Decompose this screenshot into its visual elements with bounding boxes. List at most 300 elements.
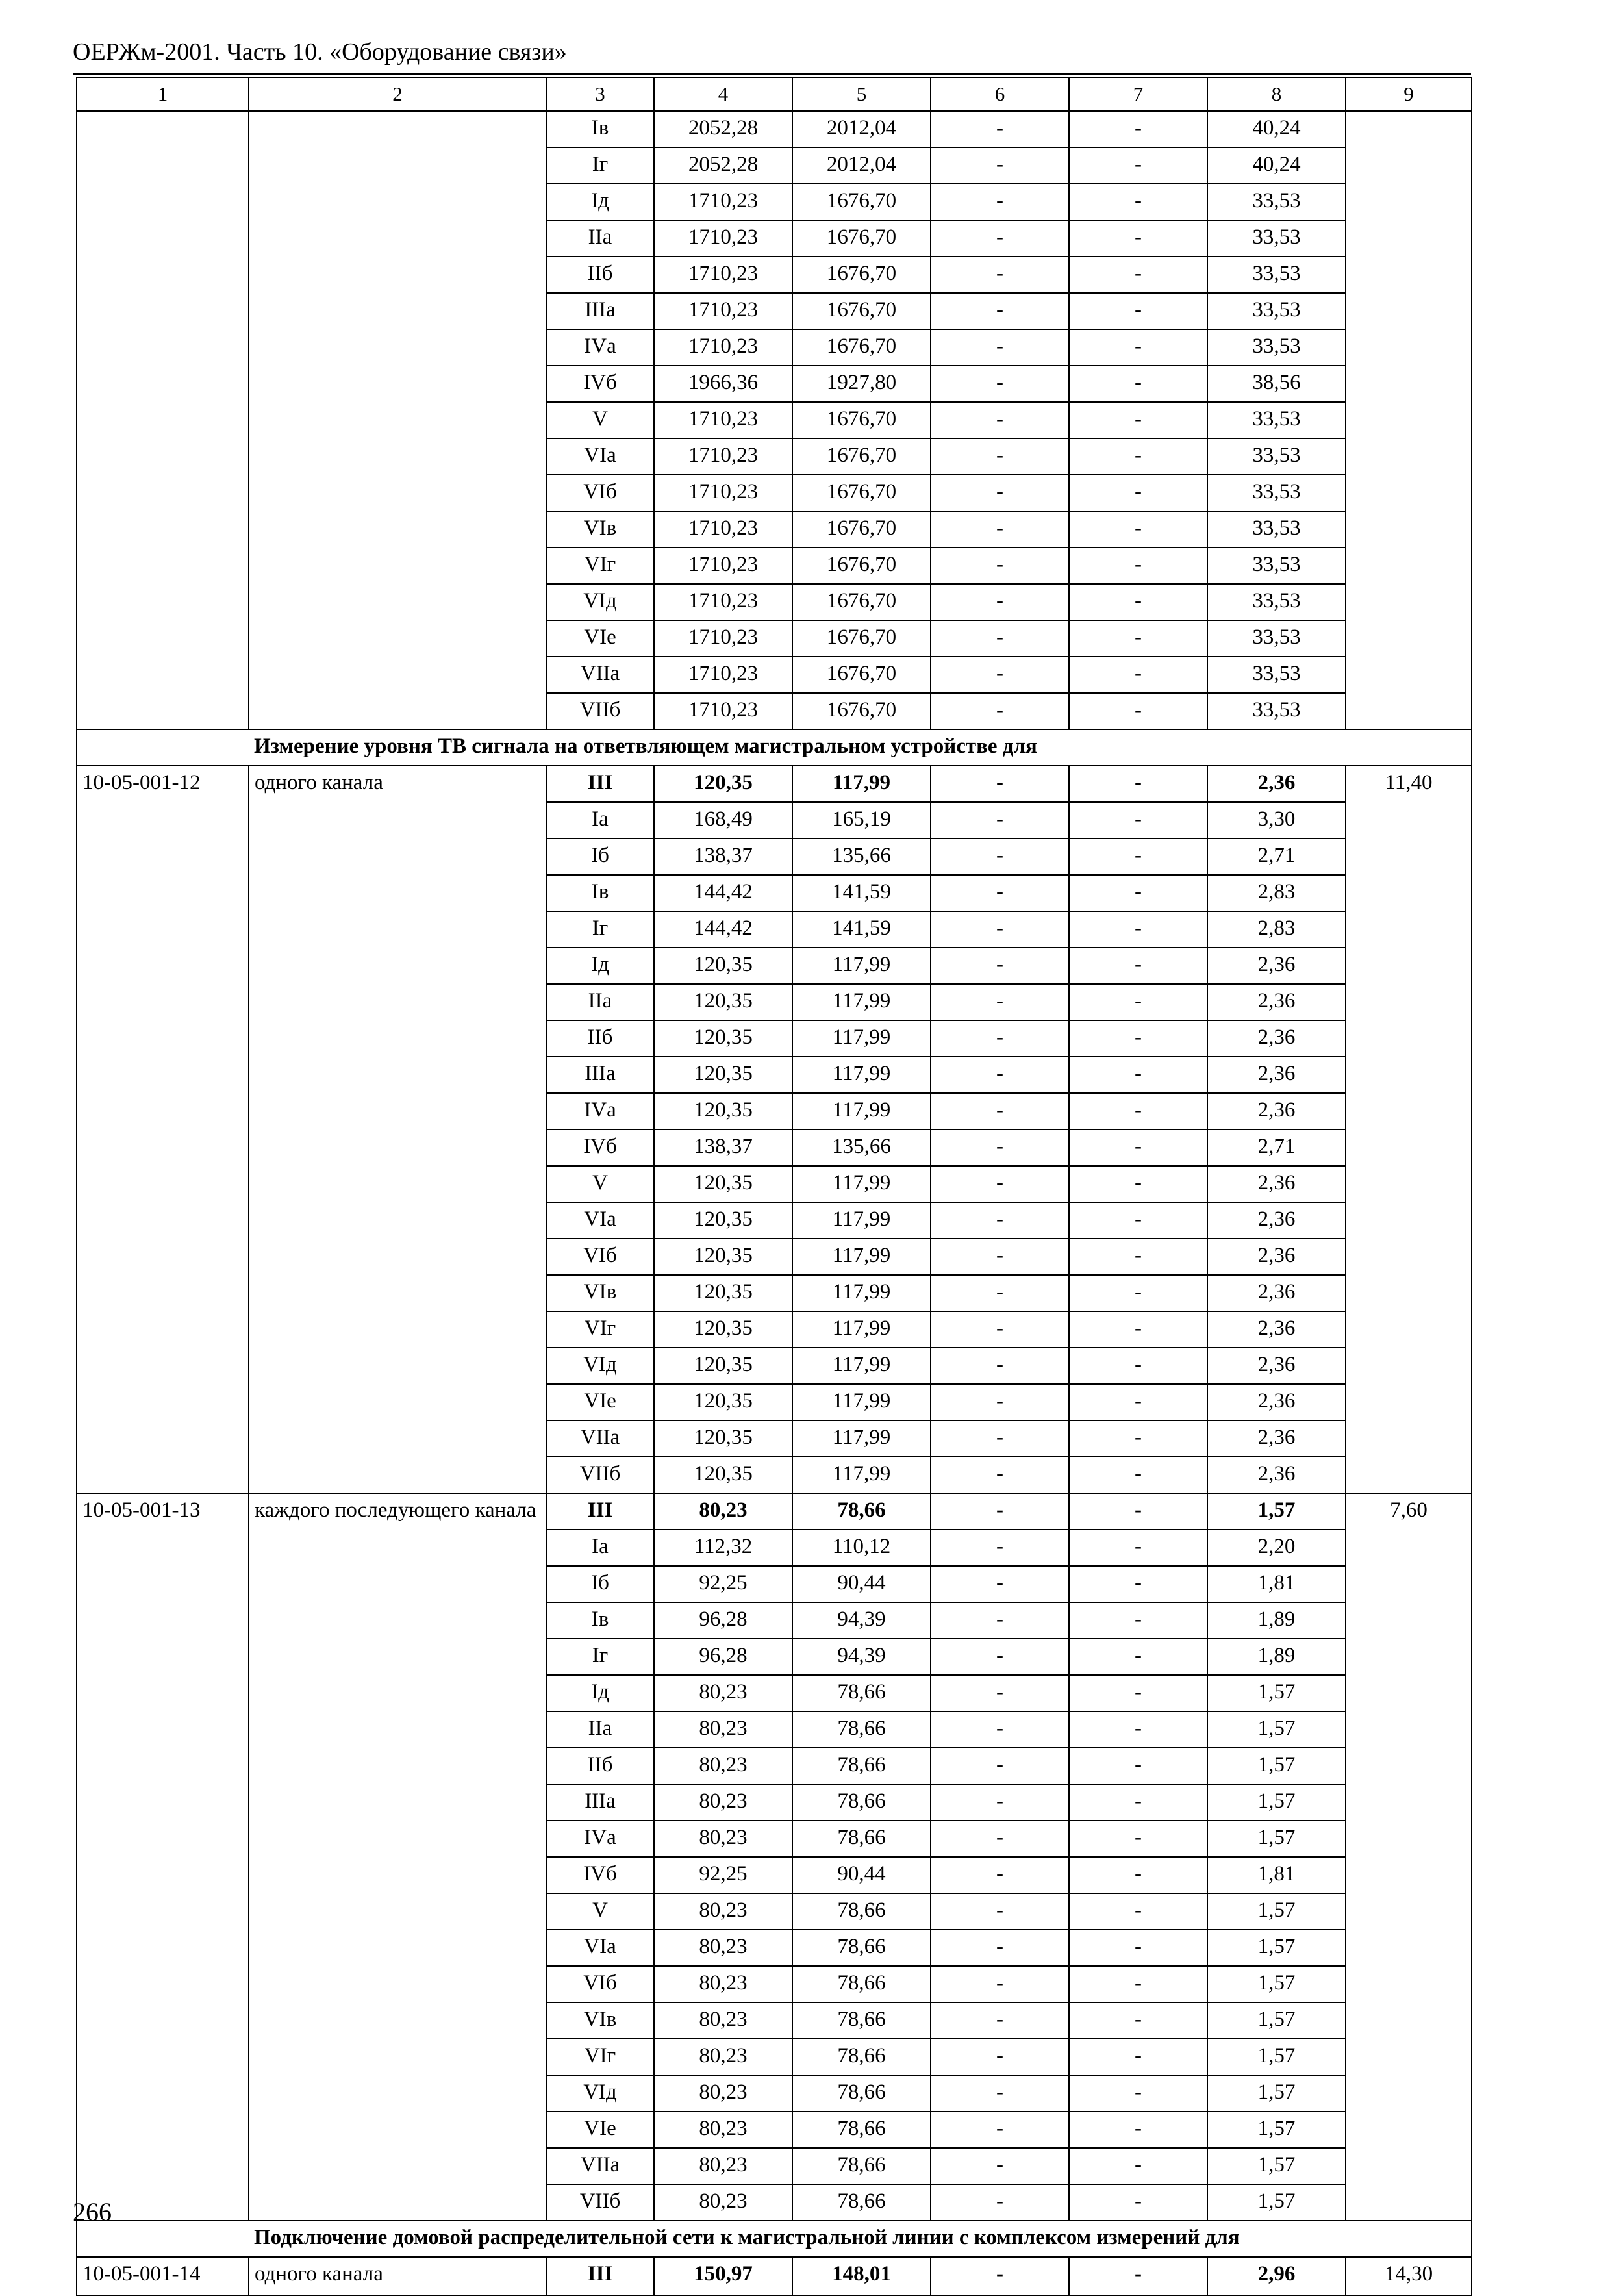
- value-cell: 117,99: [792, 1311, 931, 1348]
- value-cell: 120,35: [654, 1020, 792, 1057]
- value-cell: -: [931, 1821, 1069, 1857]
- zone-cell: Iб: [546, 1566, 654, 1602]
- value-cell: -: [1069, 1093, 1207, 1129]
- header-rule: [73, 73, 1471, 75]
- value-cell: 2,96: [1207, 2257, 1346, 2295]
- value-cell: -: [1069, 2002, 1207, 2039]
- value-cell: -: [1069, 1457, 1207, 1493]
- value-cell: -: [1069, 1602, 1207, 1639]
- value-cell: 2,71: [1207, 1129, 1346, 1166]
- value-cell: 78,66: [792, 1748, 931, 1784]
- value-cell: -: [1069, 2039, 1207, 2075]
- value-cell: -: [931, 1166, 1069, 1202]
- zone-cell: Iв: [546, 875, 654, 911]
- value-cell: 1710,23: [654, 511, 792, 548]
- value-cell: 80,23: [654, 1930, 792, 1966]
- value-cell: 120,35: [654, 984, 792, 1020]
- value-cell: 80,23: [654, 2002, 792, 2039]
- value-cell: 120,35: [654, 1384, 792, 1420]
- value-cell: 80,23: [654, 1493, 792, 1530]
- value-cell: -: [931, 1784, 1069, 1821]
- value-cell: 2052,28: [654, 147, 792, 184]
- zone-cell: VIд: [546, 584, 654, 620]
- value-cell: 78,66: [792, 1784, 931, 1821]
- value-cell: -: [931, 293, 1069, 329]
- value-cell: -: [931, 1748, 1069, 1784]
- section-title: Подключение домовой распределительной сети к магистральной линии с комплексом измерений для: [77, 2221, 1472, 2257]
- col-header: 1: [77, 77, 249, 111]
- value-cell: -: [1069, 1239, 1207, 1275]
- zone-cell: VIв: [546, 1275, 654, 1311]
- value-cell: -: [1069, 1748, 1207, 1784]
- value-cell: -: [1069, 366, 1207, 402]
- value-cell: 1,89: [1207, 1602, 1346, 1639]
- value-cell: -: [931, 1530, 1069, 1566]
- value-cell: -: [1069, 511, 1207, 548]
- value-cell: -: [1069, 1821, 1207, 1857]
- zone-cell: V: [546, 1166, 654, 1202]
- value-cell: -: [931, 2148, 1069, 2184]
- zone-cell: VIд: [546, 2075, 654, 2112]
- zone-cell: VIе: [546, 620, 654, 657]
- value-cell: -: [931, 1493, 1069, 1530]
- zone-cell: V: [546, 402, 654, 438]
- zone-cell: VIIб: [546, 693, 654, 729]
- value-cell: 33,53: [1207, 693, 1346, 729]
- table-row: [77, 766, 1472, 802]
- value-cell: 80,23: [654, 1675, 792, 1711]
- value-cell: 135,66: [792, 1129, 931, 1166]
- value-cell: -: [1069, 1384, 1207, 1420]
- value-cell: 2,36: [1207, 948, 1346, 984]
- value-cell: 120,35: [654, 948, 792, 984]
- rates-table: [76, 77, 1472, 2296]
- value-cell: -: [931, 511, 1069, 548]
- value-cell: 2,36: [1207, 1311, 1346, 1348]
- value-cell: -: [1069, 475, 1207, 511]
- value-cell: -: [931, 1348, 1069, 1384]
- value-cell: 78,66: [792, 1930, 931, 1966]
- value-cell: 1710,23: [654, 220, 792, 257]
- value-cell: 78,66: [792, 1966, 931, 2002]
- value-cell: 33,53: [1207, 184, 1346, 220]
- zone-cell: IIб: [546, 257, 654, 293]
- zone-cell: IVб: [546, 366, 654, 402]
- value-cell: 1,57: [1207, 2039, 1346, 2075]
- value-cell: 120,35: [654, 1457, 792, 1493]
- value-cell: 1676,70: [792, 511, 931, 548]
- zone-cell: VIIб: [546, 1457, 654, 1493]
- work-name: одного канала: [249, 2257, 546, 2295]
- zone-cell: IIIа: [546, 293, 654, 329]
- value-cell: 117,99: [792, 1166, 931, 1202]
- value-cell: 38,56: [1207, 366, 1346, 402]
- value-cell: 78,66: [792, 1675, 931, 1711]
- value-cell: 33,53: [1207, 511, 1346, 548]
- zone-cell: Iд: [546, 1675, 654, 1711]
- value-cell: 1927,80: [792, 366, 931, 402]
- value-cell: -: [1069, 839, 1207, 875]
- value-cell: 120,35: [654, 1275, 792, 1311]
- value-cell: -: [931, 1602, 1069, 1639]
- zone-cell: VIе: [546, 2112, 654, 2148]
- zone-cell: Iа: [546, 1530, 654, 1566]
- value-cell: 117,99: [792, 984, 931, 1020]
- value-cell: -: [1069, 1530, 1207, 1566]
- value-cell: 80,23: [654, 1748, 792, 1784]
- value-cell: 117,99: [792, 1275, 931, 1311]
- value-cell: -: [1069, 875, 1207, 911]
- value-cell: 1,57: [1207, 2184, 1346, 2221]
- zone-cell: Iг: [546, 147, 654, 184]
- value-cell: 33,53: [1207, 620, 1346, 657]
- value-cell: 2,36: [1207, 1166, 1346, 1202]
- value-cell: -: [1069, 948, 1207, 984]
- value-cell: 2,36: [1207, 984, 1346, 1020]
- value-cell: 1,57: [1207, 1675, 1346, 1711]
- value-cell: -: [931, 1384, 1069, 1420]
- value-cell: 1966,36: [654, 366, 792, 402]
- rate-code: [77, 111, 249, 729]
- zone-cell: IVб: [546, 1857, 654, 1893]
- value-cell: -: [931, 802, 1069, 839]
- value-cell: -: [931, 2039, 1069, 2075]
- value-cell: -: [931, 766, 1069, 802]
- work-name: одного канала: [249, 766, 546, 1493]
- value-cell: -: [1069, 1493, 1207, 1530]
- value-cell: -: [931, 184, 1069, 220]
- value-cell: 3,30: [1207, 802, 1346, 839]
- value-cell: -: [931, 1275, 1069, 1311]
- value-cell: 1,57: [1207, 2002, 1346, 2039]
- value-cell: -: [1069, 1020, 1207, 1057]
- value-cell: 1,89: [1207, 1639, 1346, 1675]
- value-cell: -: [1069, 766, 1207, 802]
- value-cell: 141,59: [792, 875, 931, 911]
- value-cell: 1676,70: [792, 184, 931, 220]
- value-cell: -: [1069, 1893, 1207, 1930]
- value-cell: 1676,70: [792, 693, 931, 729]
- value-cell: 1,57: [1207, 1966, 1346, 2002]
- value-cell: 1,57: [1207, 1821, 1346, 1857]
- column-number-row: [77, 77, 1472, 111]
- zone-cell: IIа: [546, 1711, 654, 1748]
- zone-cell: VIд: [546, 1348, 654, 1384]
- col-header: 4: [654, 77, 792, 111]
- value-cell: 78,66: [792, 2075, 931, 2112]
- value-cell: -: [931, 693, 1069, 729]
- zone-cell: VIб: [546, 1966, 654, 2002]
- value-cell: -: [931, 584, 1069, 620]
- value-cell: 1710,23: [654, 657, 792, 693]
- value-cell: -: [931, 948, 1069, 984]
- zone-cell: VIIа: [546, 1420, 654, 1457]
- zone-cell: VIа: [546, 1202, 654, 1239]
- value-cell: -: [1069, 1639, 1207, 1675]
- value-cell: 2,36: [1207, 1020, 1346, 1057]
- value-cell: 2,36: [1207, 1457, 1346, 1493]
- value-cell: -: [1069, 548, 1207, 584]
- value-cell: 120,35: [654, 1057, 792, 1093]
- value-cell: -: [1069, 693, 1207, 729]
- zone-cell: IIб: [546, 1020, 654, 1057]
- value-cell: 80,23: [654, 2148, 792, 2184]
- zone-cell: VIв: [546, 2002, 654, 2039]
- zone-cell: VIб: [546, 475, 654, 511]
- value-cell: -: [1069, 657, 1207, 693]
- value-cell: 112,32: [654, 1530, 792, 1566]
- zone-cell: VIб: [546, 1239, 654, 1275]
- value-cell: 1676,70: [792, 293, 931, 329]
- value-cell: 1710,23: [654, 693, 792, 729]
- value-cell: -: [1069, 1057, 1207, 1093]
- zone-cell: VIг: [546, 1311, 654, 1348]
- value-cell: 1,57: [1207, 2112, 1346, 2148]
- zone-cell: IVа: [546, 329, 654, 366]
- value-cell: 90,44: [792, 1566, 931, 1602]
- value-cell: -: [1069, 1202, 1207, 1239]
- value-cell: 40,24: [1207, 111, 1346, 147]
- value-cell: -: [931, 2112, 1069, 2148]
- zone-cell: III: [546, 766, 654, 802]
- value-cell: 1,57: [1207, 1893, 1346, 1930]
- value-cell: 1,57: [1207, 1493, 1346, 1530]
- value-cell: 135,66: [792, 839, 931, 875]
- zone-cell: Iг: [546, 911, 654, 948]
- value-cell: 117,99: [792, 1457, 931, 1493]
- value-cell: -: [931, 1202, 1069, 1239]
- value-cell: -: [931, 475, 1069, 511]
- value-cell: -: [931, 1020, 1069, 1057]
- value-cell: -: [931, 1566, 1069, 1602]
- value-cell: -: [1069, 1930, 1207, 1966]
- value-cell: -: [931, 1857, 1069, 1893]
- value-cell: 2,36: [1207, 1275, 1346, 1311]
- zone-cell: VIг: [546, 2039, 654, 2075]
- value-cell: 78,66: [792, 2148, 931, 2184]
- value-cell: -: [931, 1457, 1069, 1493]
- zone-cell: V: [546, 1893, 654, 1930]
- value-cell: -: [1069, 620, 1207, 657]
- value-cell: -: [931, 839, 1069, 875]
- value-cell: -: [1069, 257, 1207, 293]
- value-cell: -: [1069, 1966, 1207, 2002]
- col-header: 9: [1346, 77, 1472, 111]
- value-cell: 40,24: [1207, 147, 1346, 184]
- value-cell: 144,42: [654, 911, 792, 948]
- value-cell: -: [931, 1129, 1069, 1166]
- value-cell: -: [1069, 1129, 1207, 1166]
- value-cell: 138,37: [654, 1129, 792, 1166]
- value-cell: 1,81: [1207, 1857, 1346, 1893]
- value-cell: 33,53: [1207, 293, 1346, 329]
- zone-cell: IIа: [546, 984, 654, 1020]
- value-cell: 2,83: [1207, 911, 1346, 948]
- value-cell: -: [931, 111, 1069, 147]
- value-cell: 2012,04: [792, 147, 931, 184]
- value-cell: 1676,70: [792, 620, 931, 657]
- value-cell: 78,66: [792, 1893, 931, 1930]
- value-cell: 80,23: [654, 1711, 792, 1748]
- value-cell: 2,36: [1207, 1202, 1346, 1239]
- value-cell: 1710,23: [654, 184, 792, 220]
- value-cell: 148,01: [792, 2257, 931, 2295]
- zone-cell: IIIа: [546, 1057, 654, 1093]
- value-cell: -: [1069, 402, 1207, 438]
- value-cell: 94,39: [792, 1639, 931, 1675]
- labor-cost: [1346, 111, 1472, 729]
- value-cell: -: [1069, 2075, 1207, 2112]
- value-cell: 117,99: [792, 1020, 931, 1057]
- value-cell: 33,53: [1207, 584, 1346, 620]
- labor-cost: 11,40: [1346, 766, 1472, 1493]
- zone-cell: Iд: [546, 184, 654, 220]
- value-cell: 2,36: [1207, 766, 1346, 802]
- value-cell: -: [1069, 1348, 1207, 1384]
- value-cell: 120,35: [654, 1348, 792, 1384]
- value-cell: 1710,23: [654, 584, 792, 620]
- zone-cell: III: [546, 1493, 654, 1530]
- value-cell: -: [931, 147, 1069, 184]
- value-cell: -: [1069, 2184, 1207, 2221]
- value-cell: 120,35: [654, 1420, 792, 1457]
- value-cell: -: [931, 620, 1069, 657]
- value-cell: -: [931, 1239, 1069, 1275]
- value-cell: -: [1069, 984, 1207, 1020]
- value-cell: 117,99: [792, 1093, 931, 1129]
- zone-cell: VIIб: [546, 2184, 654, 2221]
- value-cell: -: [931, 2002, 1069, 2039]
- value-cell: 117,99: [792, 1348, 931, 1384]
- value-cell: 78,66: [792, 1821, 931, 1857]
- value-cell: -: [1069, 184, 1207, 220]
- value-cell: -: [931, 1420, 1069, 1457]
- value-cell: 78,66: [792, 1493, 931, 1530]
- value-cell: -: [931, 2075, 1069, 2112]
- value-cell: 92,25: [654, 1857, 792, 1893]
- value-cell: 2,36: [1207, 1093, 1346, 1129]
- value-cell: -: [931, 2257, 1069, 2295]
- col-header: 8: [1207, 77, 1346, 111]
- value-cell: 117,99: [792, 1420, 931, 1457]
- value-cell: 117,99: [792, 1384, 931, 1420]
- value-cell: -: [1069, 220, 1207, 257]
- table-row: [77, 1493, 1472, 1530]
- value-cell: 92,25: [654, 1566, 792, 1602]
- value-cell: 117,99: [792, 948, 931, 984]
- value-cell: -: [931, 1711, 1069, 1748]
- zone-cell: Iа: [546, 802, 654, 839]
- value-cell: 2,36: [1207, 1057, 1346, 1093]
- value-cell: 33,53: [1207, 657, 1346, 693]
- zone-cell: IIIа: [546, 1784, 654, 1821]
- value-cell: 1676,70: [792, 402, 931, 438]
- value-cell: -: [1069, 1675, 1207, 1711]
- value-cell: 117,99: [792, 766, 931, 802]
- zone-cell: Iг: [546, 1639, 654, 1675]
- value-cell: -: [931, 911, 1069, 948]
- value-cell: 1,57: [1207, 1784, 1346, 1821]
- value-cell: -: [1069, 1311, 1207, 1348]
- value-cell: 96,28: [654, 1602, 792, 1639]
- value-cell: 150,97: [654, 2257, 792, 2295]
- value-cell: -: [931, 402, 1069, 438]
- value-cell: -: [1069, 802, 1207, 839]
- value-cell: 2,20: [1207, 1530, 1346, 1566]
- value-cell: 96,28: [654, 1639, 792, 1675]
- col-header: 6: [931, 77, 1069, 111]
- value-cell: 80,23: [654, 1893, 792, 1930]
- value-cell: -: [1069, 584, 1207, 620]
- value-cell: 1676,70: [792, 257, 931, 293]
- value-cell: 120,35: [654, 1093, 792, 1129]
- value-cell: -: [1069, 1166, 1207, 1202]
- value-cell: 110,12: [792, 1530, 931, 1566]
- zone-cell: Iд: [546, 948, 654, 984]
- table-row: [77, 2257, 1472, 2295]
- zone-cell: Iв: [546, 111, 654, 147]
- value-cell: 165,19: [792, 802, 931, 839]
- zone-cell: IIб: [546, 1748, 654, 1784]
- value-cell: 1710,23: [654, 438, 792, 475]
- value-cell: 1676,70: [792, 548, 931, 584]
- page-number: 266: [73, 2197, 112, 2227]
- value-cell: 141,59: [792, 911, 931, 948]
- value-cell: 1676,70: [792, 220, 931, 257]
- zone-cell: Iб: [546, 839, 654, 875]
- value-cell: 33,53: [1207, 475, 1346, 511]
- value-cell: 120,35: [654, 1202, 792, 1239]
- value-cell: 80,23: [654, 1966, 792, 2002]
- col-header: 3: [546, 77, 654, 111]
- section-row: [77, 729, 1472, 766]
- value-cell: 78,66: [792, 2039, 931, 2075]
- value-cell: 80,23: [654, 2112, 792, 2148]
- value-cell: 2052,28: [654, 111, 792, 147]
- value-cell: 117,99: [792, 1057, 931, 1093]
- value-cell: 1,57: [1207, 1930, 1346, 1966]
- zone-cell: IIа: [546, 220, 654, 257]
- value-cell: 117,99: [792, 1239, 931, 1275]
- rate-code: 10-05-001-12: [77, 766, 249, 1493]
- value-cell: -: [1069, 1420, 1207, 1457]
- labor-cost: 7,60: [1346, 1493, 1472, 2221]
- value-cell: -: [1069, 1711, 1207, 1748]
- value-cell: 120,35: [654, 1311, 792, 1348]
- zone-cell: VIв: [546, 511, 654, 548]
- value-cell: -: [1069, 1857, 1207, 1893]
- value-cell: 1710,23: [654, 475, 792, 511]
- value-cell: 2,36: [1207, 1239, 1346, 1275]
- value-cell: 33,53: [1207, 220, 1346, 257]
- value-cell: 168,49: [654, 802, 792, 839]
- value-cell: 117,99: [792, 1202, 931, 1239]
- value-cell: 2,36: [1207, 1348, 1346, 1384]
- value-cell: -: [931, 1057, 1069, 1093]
- value-cell: 120,35: [654, 1239, 792, 1275]
- zone-cell: VIг: [546, 548, 654, 584]
- value-cell: -: [1069, 1275, 1207, 1311]
- value-cell: 138,37: [654, 839, 792, 875]
- section-title: Измерение уровня ТВ сигнала на ответвляющем магистральном устройстве для: [77, 729, 1472, 766]
- value-cell: 1710,23: [654, 620, 792, 657]
- value-cell: 2,83: [1207, 875, 1346, 911]
- table-row: [77, 111, 1472, 147]
- value-cell: -: [1069, 111, 1207, 147]
- rate-code: 10-05-001-13: [77, 1493, 249, 2221]
- value-cell: 1676,70: [792, 438, 931, 475]
- value-cell: -: [931, 1893, 1069, 1930]
